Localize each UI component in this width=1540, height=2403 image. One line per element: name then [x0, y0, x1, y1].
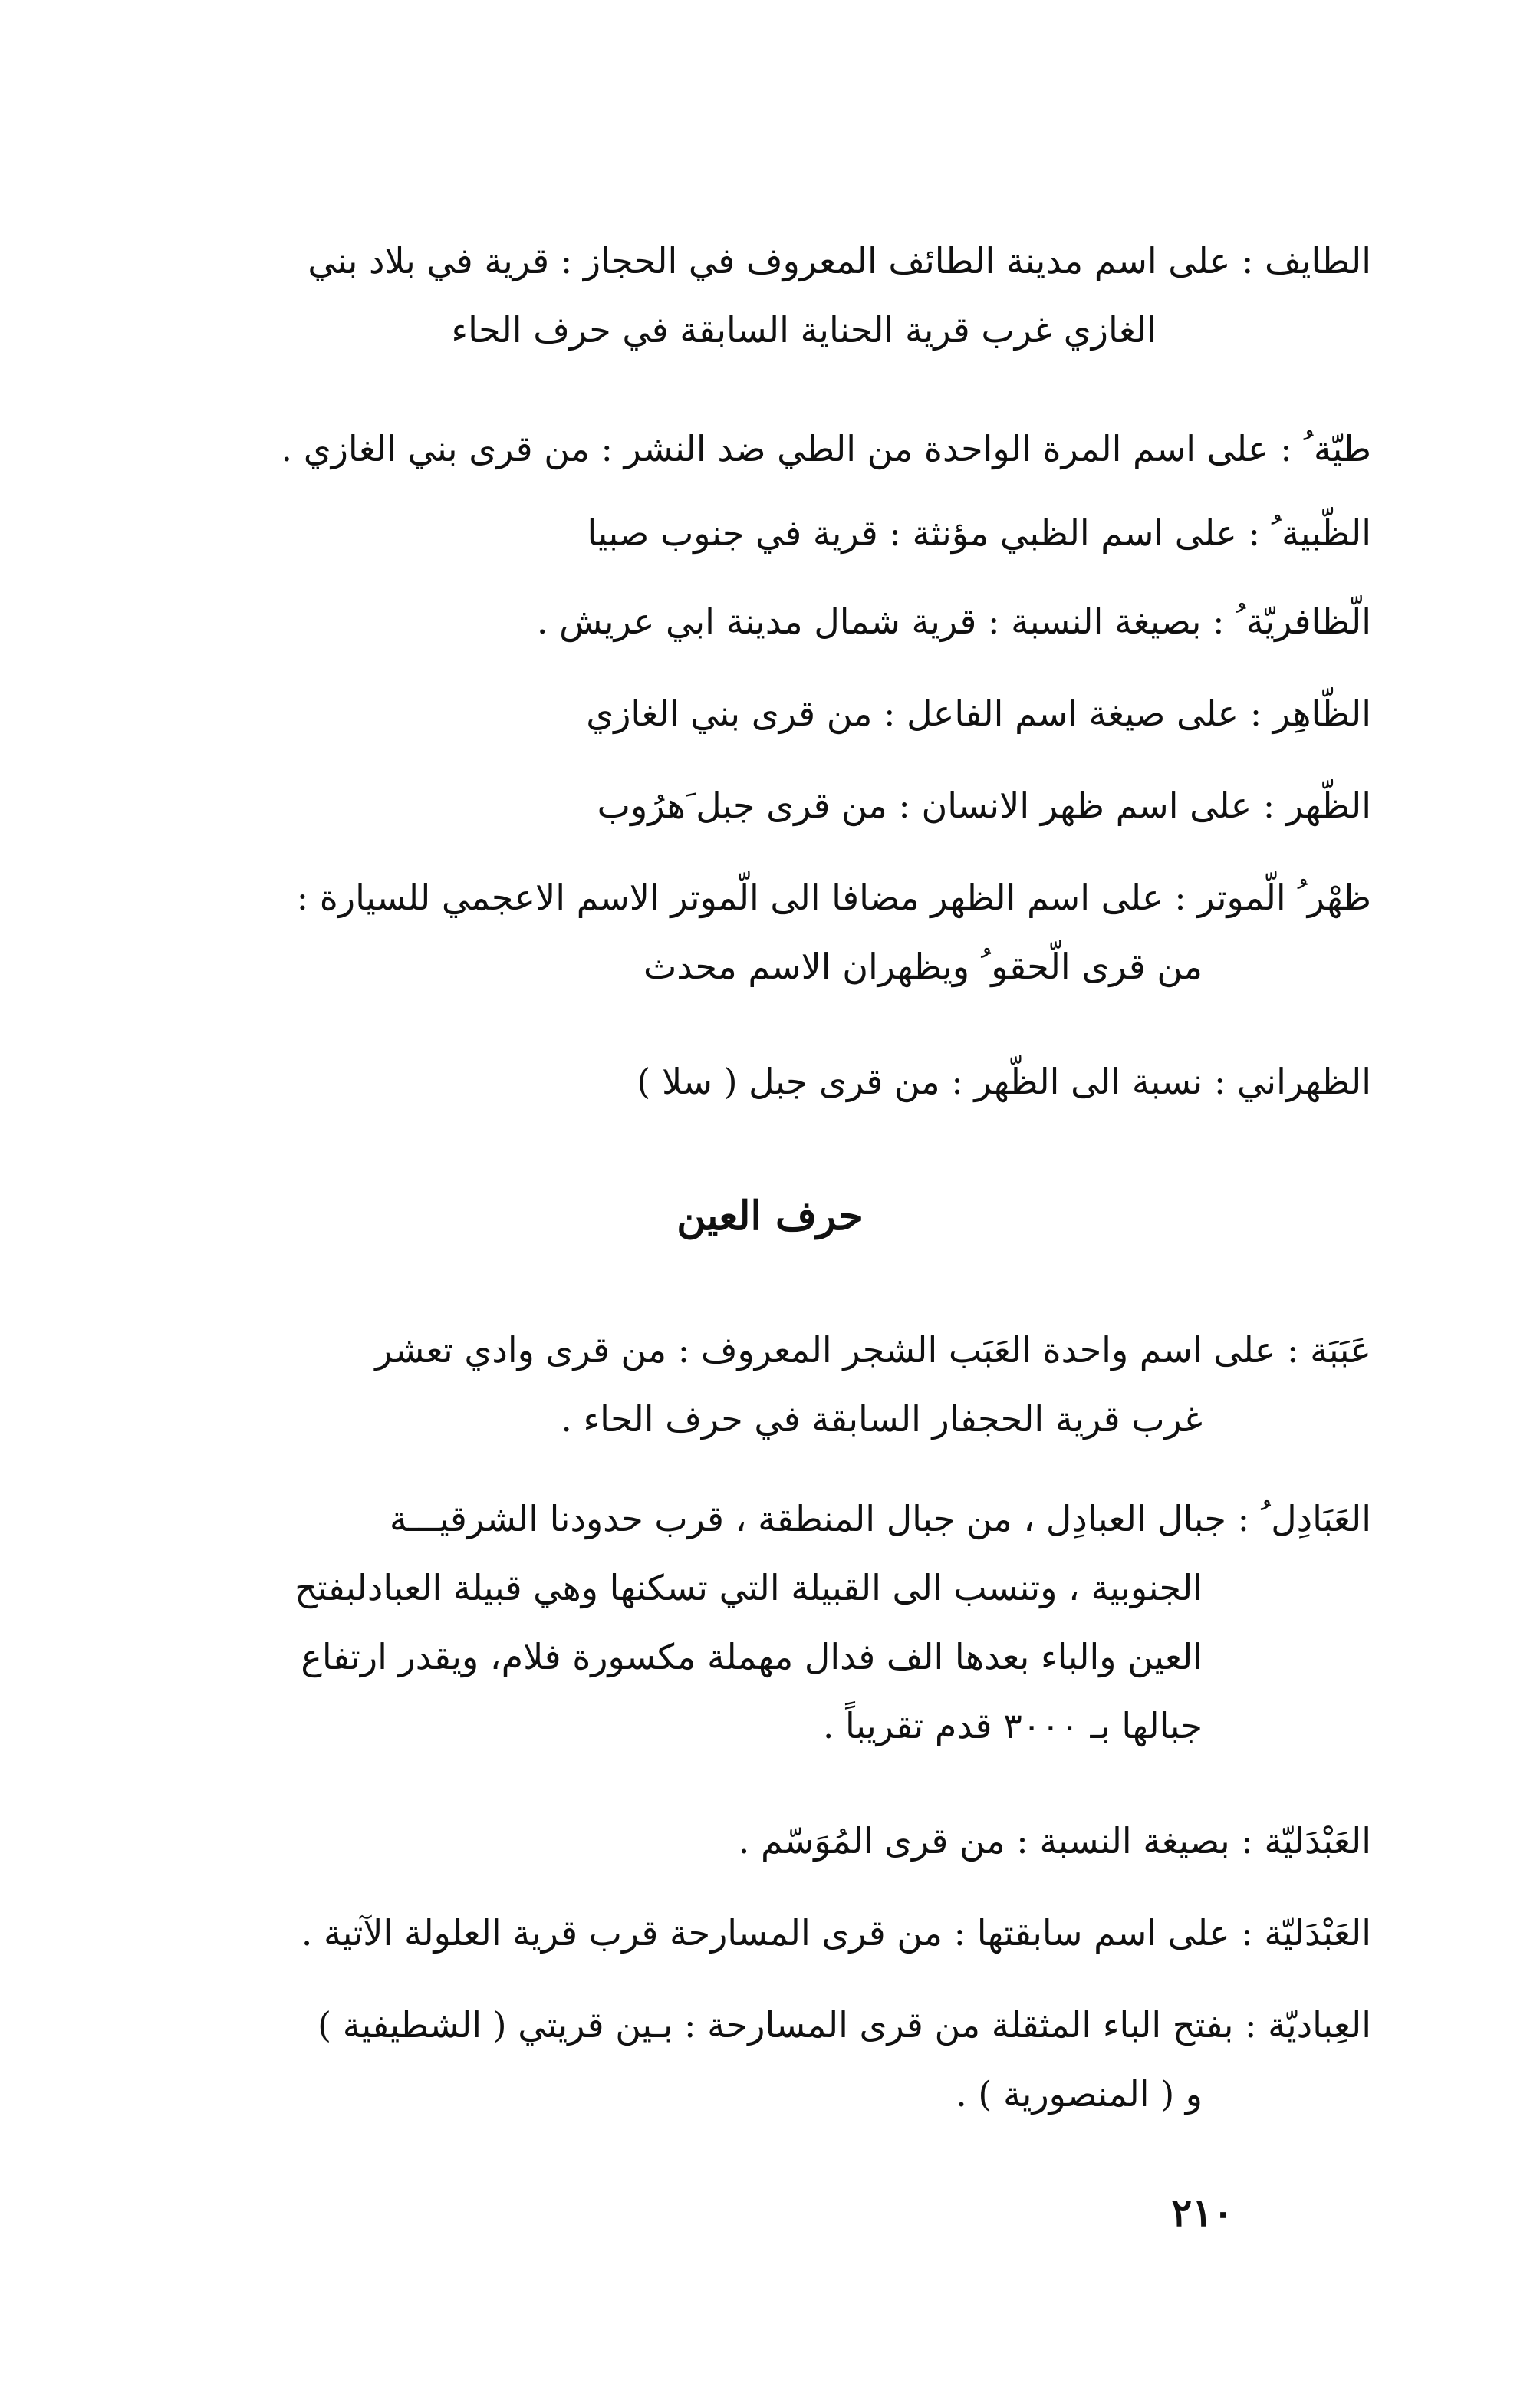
- entry-line: الظّبية ُ : على اسم الظبي مؤنثة : قرية في جنوب صبيا: [587, 512, 1371, 554]
- entry-line: الجنوبية ، وتنسب الى القبيلة التي تسكنها وهي قبيلة العبادلبفتح: [295, 1567, 1203, 1608]
- entry-alabdaliyya-2: [175, 1898, 1371, 1967]
- entry-tayya: [175, 414, 1371, 483]
- entry-altayif: [175, 226, 1371, 364]
- entry-line: العين والباء بعدها الف فدال مهملة مكسورة فلام، ويقدر ارتفاع: [301, 1636, 1203, 1677]
- entry-line: الطايف : على اسم مدينة الطائف المعروف في الحجاز : قرية في بلاد بني: [308, 240, 1371, 281]
- entry-line: عَبَبَة : على اسم واحدة العَبَب الشجر المعروف : من قرى وادي تعشر: [375, 1329, 1371, 1371]
- entry-line: العِباديّة : بفتح الباء المثقلة من قرى المسارحة : بـين قريتي ( الشطيفية ): [318, 2004, 1371, 2046]
- entry-line: َطيّة ُ : على اسم المرة الواحدة من الطي ضد النشر : من قرى بني الغازي .: [281, 428, 1371, 469]
- entry-althabya: [175, 499, 1371, 568]
- entry-line: الّظافريّة ُ : بصيغة النسبة : قرية شمال مدينة ابي عريش .: [536, 601, 1371, 642]
- entry-line: غرب قرية الحجفار السابقة في حرف الحاء .: [561, 1398, 1203, 1440]
- entry-thahr-almotor: [175, 863, 1371, 1001]
- page-number: ٢١٠: [1171, 2190, 1233, 2235]
- entry-althahrani: [175, 1047, 1371, 1116]
- entry-line: الغازي غرب قرية الحناية السابقة في حرف الحاء: [451, 309, 1157, 351]
- entry-line: العَبَادِل ُ : جبال العبادِل ، من جبال المنطقة ، قرب حدودنا الشرقيـــة: [389, 1498, 1371, 1539]
- entry-alabadil: [175, 1484, 1371, 1760]
- entry-althahr: [175, 771, 1371, 840]
- entry-line: الظّاهِر : على صيغة اسم الفاعل : من قرى بني الغازي: [586, 693, 1371, 734]
- entry-line: العَبْدَليّة : على اسم سابقتها : من قرى المسارحة قرب قرية العلولة الآتية .: [301, 1912, 1371, 1954]
- section-heading: حرف العين: [676, 1193, 864, 1239]
- entry-line: و ( المنصورية ) .: [956, 2073, 1203, 2115]
- entry-alibadiyya: [175, 1990, 1371, 2128]
- entry-ababa: [175, 1315, 1371, 1453]
- entry-line: من قرى الّحقو ُ ويظهران الاسم محدث: [643, 946, 1203, 987]
- entry-line: َظهْر ُ الّموتر : على اسم الظهر مضافا الى الّموتر الاسم الاعجمي للسيارة :: [296, 877, 1371, 918]
- entry-line: الظّهر : على اسم ظهر الانسان : من قرى جبل َهرُوب: [597, 785, 1371, 826]
- entry-line: الظهراني : نسبة الى الظّهر : من قرى جبل ( سلا ): [637, 1061, 1371, 1102]
- entry-alabdaliyya-1: [175, 1806, 1371, 1875]
- entry-line: العَبْدَليّة : بصيغة النسبة : من قرى المُوَسّم .: [738, 1820, 1371, 1862]
- entry-althahir: [175, 679, 1371, 748]
- entry-althafiriyya: [175, 587, 1371, 656]
- entry-line: جبالها بـ ٣٠٠٠ قدم تقريباً .: [822, 1705, 1203, 1746]
